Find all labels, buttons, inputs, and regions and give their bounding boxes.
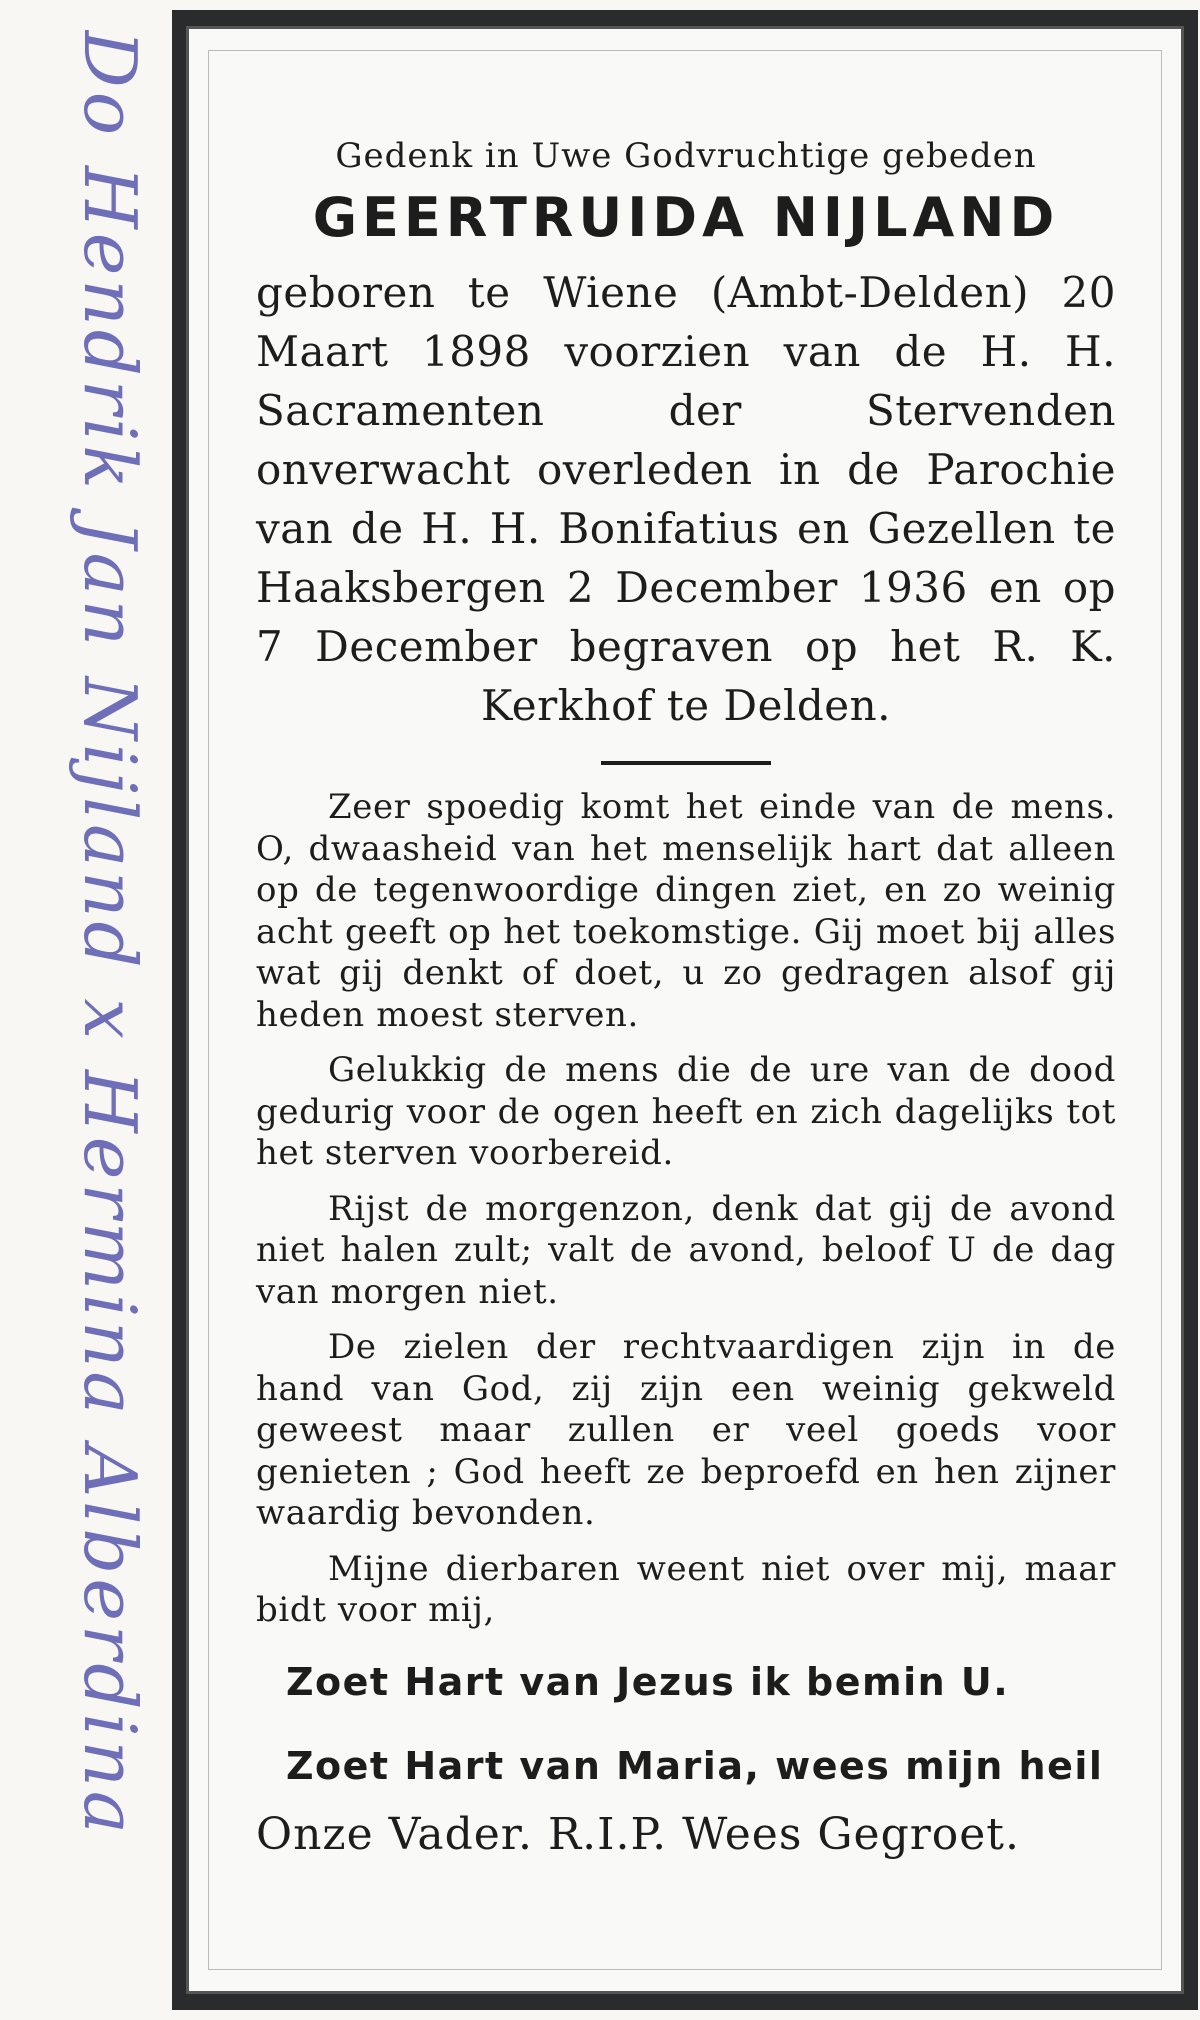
meditation-paragraph-1: Zeer spoedig komt het einde van de mens. O, dwaasheid van het menselijk hart dat alleen op de tegenwoordige dingen ziet, en zo weinig acht geeft op het toekomstige. Gij moet bij alles wat gij denkt of doet, u zo gedragen alsof gij heden moest sterven. bbox=[256, 787, 1116, 1035]
meditation-paragraph-5: Mijne dierbaren weent niet over mij, maar bidt voor mij, bbox=[256, 1548, 1116, 1630]
card-content bbox=[256, 136, 1116, 1868]
handwritten-note-margin bbox=[12, 30, 152, 1990]
prayer-line-2: Zoet Hart van Maria, wees mijn heil bbox=[286, 1743, 1104, 1788]
memorial-card bbox=[172, 10, 1198, 2010]
divider-rule bbox=[601, 761, 771, 765]
intro-text: Gedenk in Uwe Godvruchtige gebeden bbox=[335, 136, 1037, 176]
closing-line: Onze Vader. R.I.P. Wees Gegroet. bbox=[256, 1808, 1020, 1860]
meditation-paragraph-4: De zielen der rechtvaardigen zijn in de hand van God, zij zijn een weinig gekweld geweest maar zullen er veel goeds voor genieten ; God heeft ze beproefd en hen zijner waardig bevonden. bbox=[256, 1327, 1116, 1533]
deceased-name: GEERTRUIDA NIJLAND bbox=[312, 186, 1060, 249]
meditation-paragraph-2: Gelukkig de mens die de ure van de dood gedurig voor de ogen heeft en zich dagelijks tot het sterven voorbereid. bbox=[256, 1050, 1116, 1173]
prayer-line-1: Zoet Hart van Jezus ik bemin U. bbox=[286, 1659, 1010, 1704]
handwritten-note: Do Hendrik Jan Nijland x Hermina Alberdina bbox=[68, 30, 152, 1838]
meditation-paragraph-3: Rijst de morgenzon, denk dat gij de avond niet halen zult; valt de avond, beloof U de dag van morgen niet. bbox=[256, 1188, 1116, 1312]
biography-text: geboren te Wiene (Ambt-Delden) 20 Maart 1898 voorzien van de H. H. Sacramenten der Stervenden onverwacht overleden in de Parochie van de H. H. Bonifatius en Gezellen te Haaksbergen 2 December 1936 en op 7 December begraven op het R. K. Kerkhof te Delden. bbox=[256, 268, 1116, 730]
